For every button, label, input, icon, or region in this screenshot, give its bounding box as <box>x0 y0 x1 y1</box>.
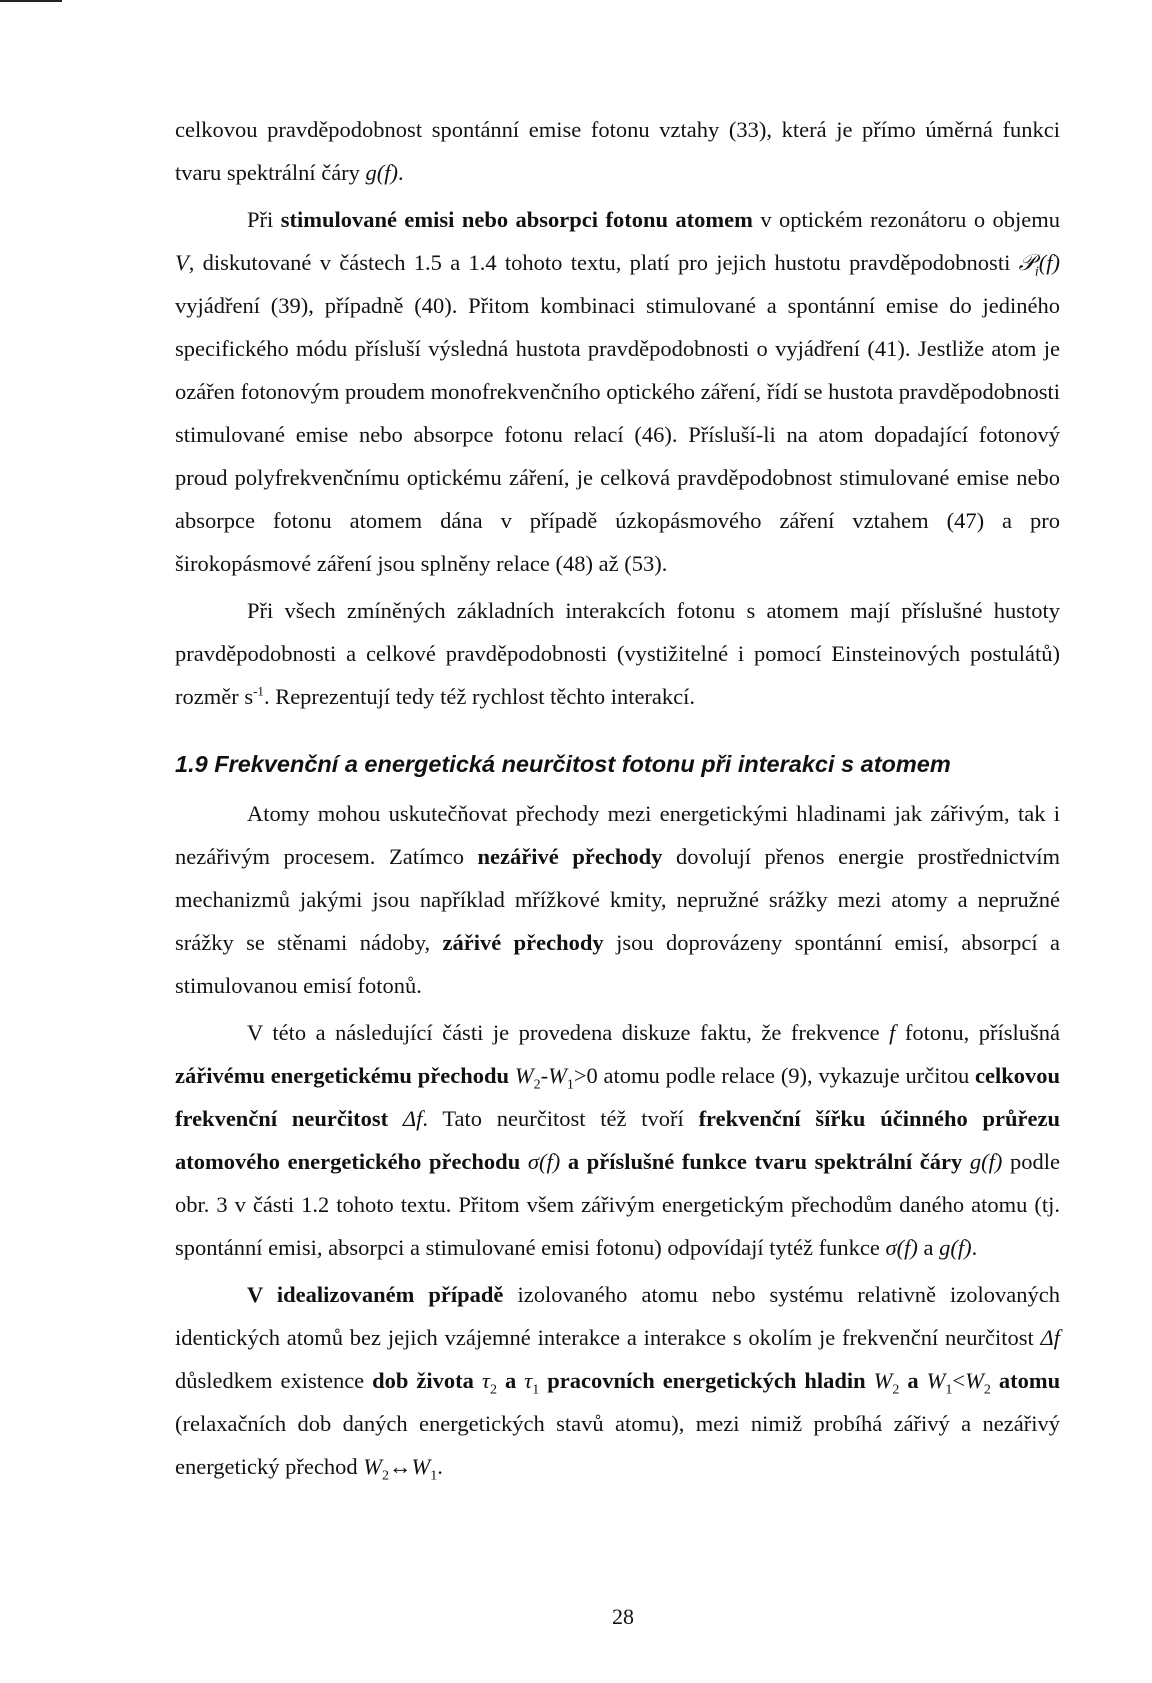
math-delta-f: Δf <box>402 1106 423 1131</box>
text-run: dovolují přenos energie prostřednictvím mechanizmů jakými jsou například mřížkové kmity, nepružné srážky mezi atomy a nepružné srážky se stěnami nádoby, <box>175 844 1060 955</box>
math-argument: (f) <box>1038 250 1060 275</box>
math-v: V <box>175 250 189 275</box>
math-w: W <box>873 1368 893 1393</box>
paragraph-3 <box>175 589 1060 718</box>
bold-term: a příslušné funkce tvaru spektrální čáry <box>567 1149 963 1174</box>
text-run: . Reprezentují tedy též rychlost těchto interakcí. <box>263 684 696 709</box>
text-run: podle obr. 3 v části 1.2 tohoto textu. Přitom všem zářivým energetickým přechodům daného atomu (tj. spontánní emisi, absorpci a stimulované emisi fotonu) odpovídají tytéž funkce <box>175 1149 1061 1260</box>
text-run: V této a následující části je provedena diskuze faktu, že frekvence <box>247 1020 890 1045</box>
bold-term: celkovou frekvenční neurčitost <box>175 1063 1060 1131</box>
math-w: W <box>411 1454 431 1479</box>
math-subscript: 1 <box>945 1382 953 1398</box>
math-g-f: g(f) <box>969 1149 1003 1174</box>
math-probability-density: 𝒫 <box>1018 250 1035 275</box>
bold-term: stimulované emisi nebo absorpci fotonu atomem <box>280 207 753 232</box>
text-run: jsou doprovázeny spontánní emisí, absorpcí a stimulovanou emisí fotonů. <box>175 930 1060 998</box>
bold-term: V idealizovaném případě <box>247 1282 504 1307</box>
text-run: celkovou pravděpodobnost spontánní emise fotonu vztahy (33), která je přímo úměrná funkci tvaru spektrální čáry <box>175 117 1060 185</box>
text-run: v optickém rezonátoru o objemu <box>752 207 1060 232</box>
bold-term: dob života <box>372 1368 474 1393</box>
text-run: fotonu, příslušná <box>895 1020 1060 1045</box>
math-subscript: i <box>1034 264 1039 280</box>
text-run: , diskutované v částech 1.5 a 1.4 tohoto textu, platí pro jejich hustotu pravděpodobnosti <box>188 250 1019 275</box>
math-subscript: 1 <box>566 1077 574 1093</box>
paragraph-6 <box>175 1273 1060 1488</box>
text-run: (relaxačních dob daných energetických stavů atomu), mezi nimiž probíhá zářivý a nezářivý energetický přechod <box>175 1411 1060 1479</box>
math-delta-f: Δf <box>1040 1325 1060 1350</box>
bold-term: atomu <box>998 1368 1061 1393</box>
math-g-f: g(f) <box>365 160 399 185</box>
text-run: Atomy mohou uskutečňovat přechody mezi energetickými hladinami jak zářivým, tak i nezářivým procesem. Zatímco <box>175 801 1060 869</box>
math-operator: < <box>952 1368 966 1393</box>
section-heading: 1.9 Frekvenční a energetická neurčitost fotonu při interakci s atomem <box>175 751 951 777</box>
paragraph-2 <box>175 198 1060 585</box>
bold-term: nezářivé přechody <box>477 844 663 869</box>
math-subscript: 2 <box>983 1382 991 1398</box>
math-subscript: 1 <box>430 1468 438 1484</box>
math-subscript: 2 <box>382 1468 390 1484</box>
math-sigma-f: σ(f) <box>885 1235 918 1260</box>
math-w: W <box>363 1454 383 1479</box>
bold-term: a <box>907 1368 919 1393</box>
bold-term: zářivé přechody <box>442 930 604 955</box>
text-run: . Tato neurčitost též tvoří <box>422 1106 699 1131</box>
bold-term: pracovních energetických hladin <box>547 1368 866 1393</box>
text-run: >0 atomu podle relace (9), vykazuje určitou <box>573 1063 975 1088</box>
text-run: Při všech zmíněných základních interakcích fotonu s atomem mají příslušné hustoty pravděpodobnosti a celkové pravděpodobnosti (vystižitelné i pomocí Einsteinových postulátů) rozměr s <box>175 598 1060 709</box>
math-sigma-f: σ(f) <box>527 1149 561 1174</box>
text-run: a <box>917 1235 940 1260</box>
paragraph-4 <box>175 792 1060 1007</box>
math-w: W <box>514 1063 534 1088</box>
paragraph-5 <box>175 1011 1060 1269</box>
text-run: důsledkem existence <box>175 1368 373 1393</box>
text-run: . <box>398 160 404 185</box>
math-subscript: 2 <box>892 1382 900 1398</box>
math-operator: - <box>540 1063 549 1088</box>
math-w: W <box>926 1368 946 1393</box>
text-body <box>175 108 1060 1488</box>
text-run: vyjádření (39), případně (40). Přitom kombinaci stimulované a spontánní emise do jediného specifického módu přísluší výsledná hustota pravděpodobnosti o vyjádření (41). Jestliže atom je ozářen fotonovým proudem monofrekvenčního optického záření, řídí se hustota pravděpodobnosti stimulované emise nebo absorpce fotonu relací (46). Přísluší-li na atom dopadající fotonový proud polyfrekvenčnímu optickému záření, je celková pravděpodobnost stimulované emise nebo absorpce fotonu atomem dána v případě úzkopásmového záření vztahem (47) a pro širokopásmové záření jsou splněny relace (48) až (53). <box>175 293 1060 576</box>
math-tau: τ <box>524 1368 533 1393</box>
text-run: izolovaného atomu nebo systému relativně izolovaných identických atomů bez jejich vzájemné interakce a interakce s okolím je frekvenční neurčitost <box>175 1282 1061 1350</box>
bold-term: frekvenční šířku účinného průřezu atomového energetického přechodu <box>175 1106 1061 1174</box>
math-subscript: 1 <box>532 1382 540 1398</box>
math-tau: τ <box>481 1368 490 1393</box>
math-subscript: 2 <box>533 1077 541 1093</box>
math-w: W <box>548 1063 567 1088</box>
scan-corner-mark <box>0 0 62 2</box>
math-w: W <box>965 1368 984 1393</box>
math-double-arrow: ↔ <box>389 1454 412 1479</box>
text-run: Při <box>247 207 281 232</box>
paragraph-1 <box>175 108 1060 194</box>
bold-term: a <box>504 1368 517 1393</box>
math-f: f <box>889 1020 896 1045</box>
math-subscript: 2 <box>489 1382 497 1398</box>
math-g-f: g(f) <box>939 1235 972 1260</box>
page-number: 28 <box>612 1604 634 1629</box>
math-superscript: -1 <box>253 683 264 699</box>
text-run: . <box>437 1454 443 1479</box>
bold-term: zářivému energetickému přechodu <box>175 1063 510 1088</box>
text-run: . <box>971 1235 978 1260</box>
